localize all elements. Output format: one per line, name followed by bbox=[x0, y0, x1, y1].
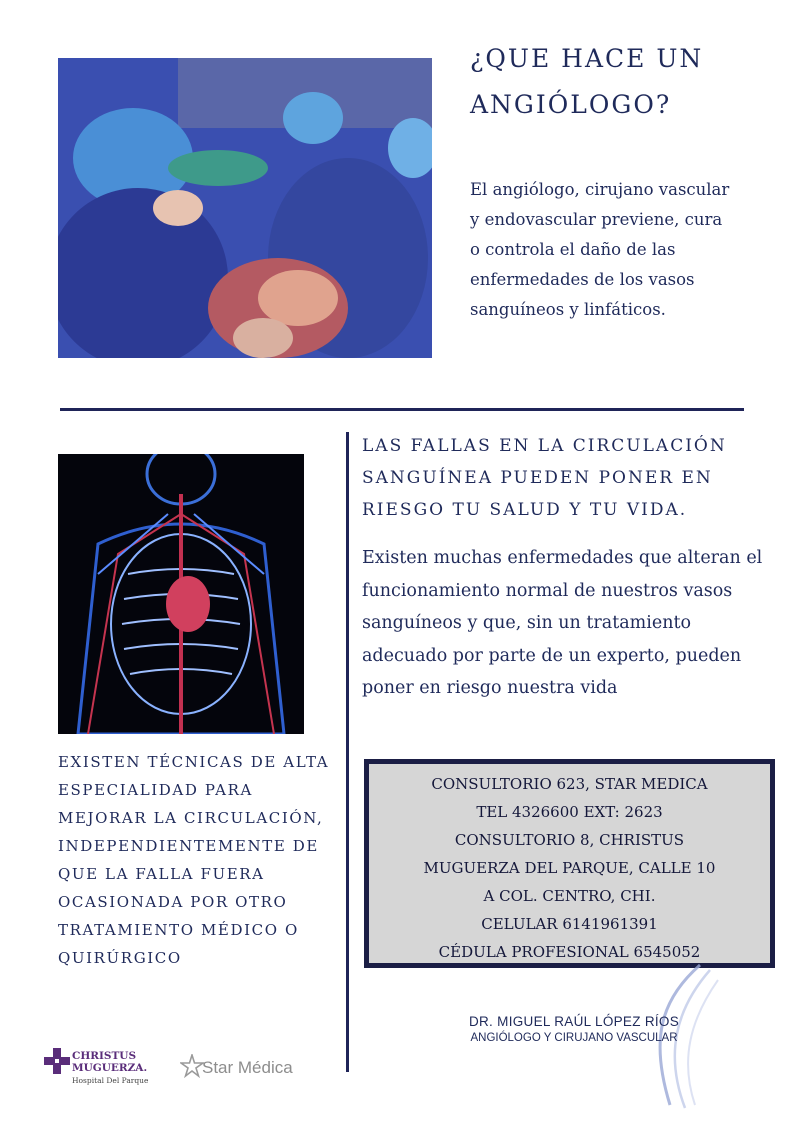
circulatory-system-image bbox=[58, 454, 304, 734]
vertical-divider bbox=[346, 432, 349, 1072]
techniques-heading: EXISTEN TÉCNICAS DE ALTA ESPECIALIDAD PARA MEJORAR LA CIRCULACIÓN, INDEPENDIENTEMENTE DE QUE LA FALLA FUERA OCASIONADA POR OTRO TRATAMIENTO MÉDICO O QUIRÚRGICO bbox=[58, 753, 330, 967]
contact-line: MUGUERZA DEL PARQUE, CALLE 10 bbox=[423, 859, 716, 877]
doctor-name: DR. MIGUEL RAÚL LÓPEZ RÍOS bbox=[468, 1014, 680, 1029]
contact-box bbox=[364, 759, 775, 968]
page-title bbox=[470, 36, 770, 128]
contact-line: CONSULTORIO 8, CHRISTUS bbox=[454, 831, 685, 849]
star-icon bbox=[180, 1054, 204, 1078]
christus-subtitle: Hospital Del Parque bbox=[72, 1076, 149, 1085]
star-medica-name: Star Médica bbox=[202, 1058, 293, 1077]
surgery-photo bbox=[58, 58, 432, 358]
christus-name-line-1: CHRISTUS bbox=[72, 1050, 137, 1062]
intro-paragraph: El angiólogo, cirujano vascular y endovascular previene, cura o controla el daño de las enfermedades de los vasos sanguíneos y linfáticos. bbox=[470, 180, 730, 319]
christus-muguerza-logo bbox=[44, 1046, 174, 1088]
contact-line: CÉDULA PROFESIONAL 6545052 bbox=[438, 943, 701, 961]
cross-icon bbox=[44, 1048, 70, 1074]
title-line-1: ¿QUE HACE UN bbox=[470, 44, 704, 73]
horizontal-divider bbox=[60, 408, 744, 411]
doctor-role: ANGIÓLOGO Y CIRUJANO VASCULAR bbox=[470, 1032, 678, 1044]
contact-line: A COL. CENTRO, CHI. bbox=[483, 887, 656, 905]
contact-line: TEL 4326600 EXT: 2623 bbox=[476, 803, 663, 821]
risk-heading: LAS FALLAS EN LA CIRCULACIÓN SANGUÍNEA PUEDEN PONER EN RIESGO TU SALUD Y TU VIDA. bbox=[362, 436, 727, 520]
risk-paragraph: Existen muchas enfermedades que alteran el funcionamiento normal de nuestros vasos sanguíneos y que, sin un tratamiento adecuado por parte de un experto, pueden poner en riesgo nuestra vida bbox=[362, 548, 763, 698]
title-line-2: ANGIÓLOGO? bbox=[470, 90, 672, 119]
christus-name-line-2: MUGUERZA. bbox=[72, 1062, 148, 1074]
contact-line: CELULAR 6141961391 bbox=[481, 915, 658, 933]
contact-line: CONSULTORIO 623, STAR MEDICA bbox=[431, 775, 708, 793]
star-medica-logo bbox=[180, 1052, 320, 1082]
